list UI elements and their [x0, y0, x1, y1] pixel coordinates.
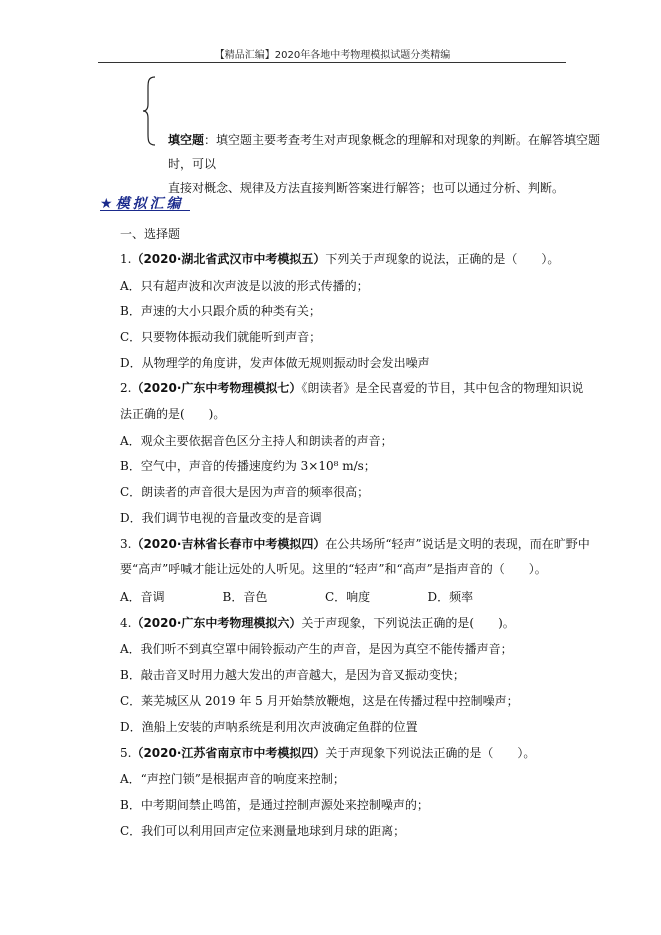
header-divider — [98, 62, 566, 63]
q2-option-b: B．空气中，声音的传播速度约为 3×10⁸ m/s； — [120, 459, 376, 473]
q2-option-d: D．我们调节电视的音量改变的是音调 — [120, 511, 322, 525]
q4-option-a: A．我们听不到真空罩中闹铃振动产生的声音，是因为真空不能传播声音； — [120, 642, 513, 656]
q3-option-c: C．响度 — [325, 590, 371, 604]
question-number: 2. — [120, 381, 132, 395]
question-text: 关于声现象，下列说法正确的是( )。 — [301, 616, 515, 630]
curly-brace-icon — [142, 76, 156, 146]
page-header: 【精品汇编】2020年各地中考物理模拟试题分类精编 — [214, 50, 451, 61]
section-title-text: 模拟汇编 — [115, 196, 184, 212]
question-2-stem — [120, 379, 583, 396]
fill-in-label: 填空题 — [168, 133, 205, 147]
q1-option-d: D．从物理学的角度讲，发声体做无规则振动时会发出噪声 — [120, 356, 430, 370]
question-source: （2020·广东中考物理模拟六） — [131, 616, 302, 630]
q5-option-c: C．我们可以利用回声定位来测量地球到月球的距离； — [120, 824, 406, 838]
question-source: （2020·广东中考物理模拟七） — [131, 381, 302, 395]
question-text: 下列关于声现象的说法，正确的是（ ）。 — [325, 252, 560, 266]
question-source: （2020·吉林省长春市中考模拟四） — [131, 537, 326, 551]
q3-option-a: A．音调 — [120, 590, 165, 604]
question-source: （2020·江苏省南京市中考模拟四） — [131, 746, 326, 760]
part-heading: 一、选择题 — [120, 227, 181, 241]
question-3-stem-cont: 要“高声”呼喊才能让远处的人听见。这里的“轻声”和“高声”是指声音的（ ）。 — [120, 562, 547, 576]
question-4-stem — [120, 614, 515, 631]
question-text: 在公共场所“轻声”说话是文明的表现，而在旷野中 — [325, 537, 590, 551]
fill-in-text-1: ：填空题主要考查考生对声现象概念的理解和对现象的判断。在解答填空题时，可以 — [168, 133, 601, 171]
question-number: 1. — [120, 252, 132, 266]
star-icon: ★ — [100, 196, 116, 212]
question-number: 3. — [120, 537, 132, 551]
q1-option-c: C．只要物体振动我们就能听到声音； — [120, 330, 322, 344]
q5-option-a: A．“声控门锁”是根据声音的响度来控制； — [120, 772, 345, 786]
fill-in-text-2: 直接对概念、规律及方法直接判断答案进行解答；也可以通过分析、判断。 — [168, 181, 565, 195]
question-2-stem-cont: 法正确的是( )。 — [120, 407, 226, 421]
question-5-stem — [120, 744, 535, 761]
question-text: 关于声现象下列说法正确的是（ ）。 — [325, 746, 536, 760]
q4-option-c: C．莱芜城区从 2019 年 5 月开始禁放鞭炮，这是在传播过程中控制噪声； — [120, 694, 519, 708]
fill-in-description — [168, 128, 618, 200]
question-1-stem — [120, 250, 559, 267]
q1-option-a: A．只有超声波和次声波是以波的形式传播的； — [120, 279, 369, 293]
question-3-stem — [120, 535, 590, 552]
question-source: （2020·湖北省武汉市中考模拟五） — [131, 252, 326, 266]
q3-options — [120, 588, 530, 605]
q5-option-b: B．中考期间禁止鸣笛，是通过控制声源处来控制噪声的； — [120, 798, 429, 812]
q4-option-b: B．敲击音叉时用力越大发出的声音越大，是因为音叉振动变快； — [120, 668, 465, 682]
q4-option-d: D．渔船上安装的声呐系统是利用次声波确定鱼群的位置 — [120, 720, 418, 734]
question-text: 《朗读者》是全民喜爱的节目，其中包含的物理知识说 — [301, 381, 584, 395]
question-number: 4. — [120, 616, 132, 630]
q3-option-d: D．频率 — [427, 590, 474, 604]
q1-option-b: B．声速的大小只跟介质的种类有关； — [120, 304, 321, 318]
q3-option-b: B．音色 — [222, 590, 268, 604]
q2-option-c: C．朗读者的声音很大是因为声音的频率很高； — [120, 485, 370, 499]
section-underline — [100, 210, 190, 211]
question-number: 5. — [120, 746, 132, 760]
q2-option-a: A．观众主要依据音色区分主持人和朗读者的声音； — [120, 434, 393, 448]
